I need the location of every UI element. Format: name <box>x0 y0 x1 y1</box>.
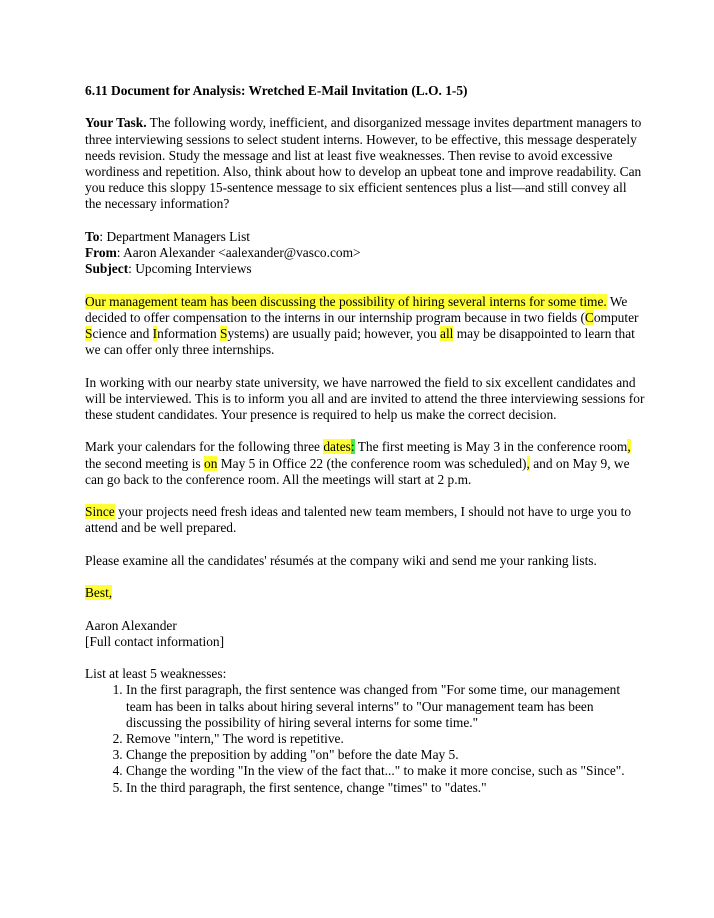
task-label: Your Task. <box>85 115 147 131</box>
paragraph-3: Mark your calendars for the following three dates: The first meeting is May 3 in the conference room, the second meeting is on May 5 in Office 22 (the conference room was scheduled), and on May 9, we can go back to the conference room. All the meetings will start at 2 p.m. <box>85 439 631 487</box>
paragraph-2: In working with our nearby state university, we have narrowed the field to six excellent candidates and will be interviewed. This is to inform you all and are invited to attend the three interviewing sessions for these student candidates. Your presence is required to help us make the correct decision. <box>85 374 645 422</box>
closing: Best, <box>85 585 113 601</box>
subject-line: Subject: Upcoming Interviews <box>85 261 252 277</box>
list-item: 3. Change the preposition by adding "on" before the date May 5. <box>126 747 645 763</box>
paragraph-4: Since your projects need fresh ideas and talented new team members, I should not have to urge you to attend and be well prepared. <box>85 504 632 536</box>
list-item: 2. Remove "intern," The word is repetitive. <box>126 731 645 747</box>
document-title: 6.11 Document for Analysis: Wretched E-Mail Invitation (L.O. 1-5) <box>85 83 468 98</box>
paragraph-1: Our management team has been discussing the possibility of hiring several interns for some time. We decided to offer compensation to the interns in our internship program because in two fields (Computer Science and Information Systems) are usually paid; however, you all may be disappointed to learn that we can offer only three internships. <box>85 293 639 358</box>
list-item: 5. In the third paragraph, the first sentence, change "times" to "dates." <box>126 780 645 796</box>
highlight-colon: : <box>350 439 355 455</box>
signature-contact: [Full contact information] <box>85 633 225 649</box>
weakness-list <box>85 682 645 795</box>
list-item: 4. Change the wording "In the view of the fact that..." to make it more concise, such as "Since". <box>126 763 645 779</box>
paragraph-5: Please examine all the candidates' résumés at the company wiki and send me your ranking lists. <box>85 552 597 568</box>
document-body <box>85 83 645 796</box>
highlight-on: on <box>204 455 218 471</box>
to-line: To: Department Managers List <box>85 228 251 244</box>
list-item: 1. In the first paragraph, the first sentence was changed from "For some time, our management team has been in talks about hiring several interns" to "Our management team has been discussing the possibility of hiring several interns for some time." <box>126 682 645 731</box>
task-text: The following wordy, inefficient, and disorganized message invites department managers to three interviewing sessions to select student interns. However, to be effective, this message desperately needs revision. Study the message and list at least five weaknesses. Then revise to avoid excessive wordiness and repetition. Also, think about how to develop an upbeat tone and improve readability. Can you reduce this sloppy 15-sentence message to six efficient sentences plus a list—and still convey all the necessary information? <box>85 115 642 212</box>
highlight-first-sentence: Our management team has been discussing the possibility of hiring several interns for some time. <box>85 293 607 309</box>
from-line: From: Aaron Alexander <aalexander@vasco.com> <box>85 245 361 260</box>
highlight-dates: dates <box>323 439 351 455</box>
task-paragraph <box>85 115 645 212</box>
signature-name: Aaron Alexander <box>85 617 177 633</box>
highlight-since: Since <box>85 504 115 520</box>
highlight-all: all <box>440 326 454 341</box>
list-heading: List at least 5 weaknesses: <box>85 666 227 682</box>
